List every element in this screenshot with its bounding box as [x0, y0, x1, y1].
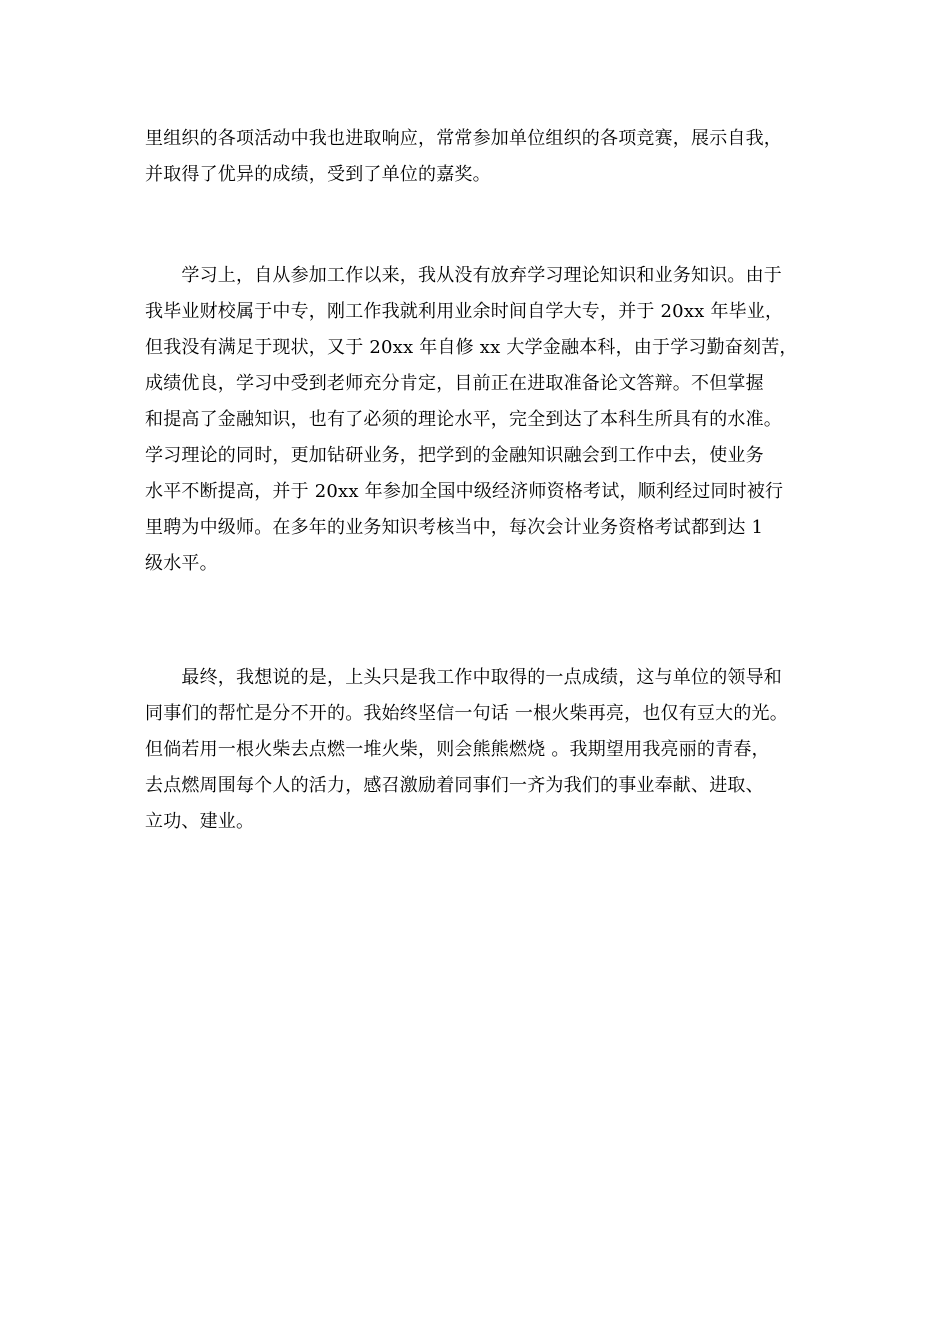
paragraph-line: 去点燃周围每个人的活力，感召激励着同事们一齐为我们的事业奉献、进取、 [145, 775, 764, 796]
paragraph-line: 学习理论的同时，更加钻研业务，把学到的金融知识融会到工作中去，使业务 [145, 445, 764, 466]
paragraph-line: 和提高了金融知识，也有了必须的理论水平，完全到达了本科生所具有的水准。 [145, 409, 782, 430]
paragraph-line: 但倘若用一根火柴去点燃一堆火柴，则会熊熊燃烧 。我期望用我亮丽的青春， [145, 739, 770, 760]
paragraph-line: 但我没有满足于现状，又于 20xx 年自修 xx 大学金融本科，由于学习勤奋刻苦， [145, 337, 798, 358]
paragraph-line: 级水平。 [145, 553, 218, 574]
paragraph-line: 学习上，自从参加工作以来，我从没有放弃学习理论知识和业务知识。由于 [145, 265, 782, 286]
paragraph-line: 最终，我想说的是，上头只是我工作中取得的一点成绩，这与单位的领导和 [145, 667, 782, 688]
paragraph-activities [145, 121, 835, 193]
paragraph-line: 里聘为中级师。在多年的业务知识考核当中，每次会计业务资格考试都到达 1 [145, 517, 764, 538]
paragraph-line: 我毕业财校属于中专，刚工作我就利用业余时间自学大专，并于 20xx 年毕业， [145, 301, 784, 322]
paragraph-line: 并取得了优异的成绩，受到了单位的嘉奖。 [145, 164, 491, 185]
paragraph-conclusion [145, 660, 835, 840]
paragraph-line: 成绩优良，学习中受到老师充分肯定，目前正在进取准备论文答辩。不但掌握 [145, 373, 764, 394]
paragraph-line: 立功、建业。 [145, 811, 255, 832]
paragraph-study [145, 258, 835, 582]
paragraph-line: 里组织的各项活动中我也进取响应，常常参加单位组织的各项竞赛，展示自我， [145, 128, 782, 149]
paragraph-line: 水平不断提高，并于 20xx 年参加全国中级经济师资格考试，顺利经过同时被行 [145, 481, 784, 502]
paragraph-line: 同事们的帮忙是分不开的。我始终坚信一句话 一根火柴再亮，也仅有豆大的光。 [145, 703, 788, 724]
